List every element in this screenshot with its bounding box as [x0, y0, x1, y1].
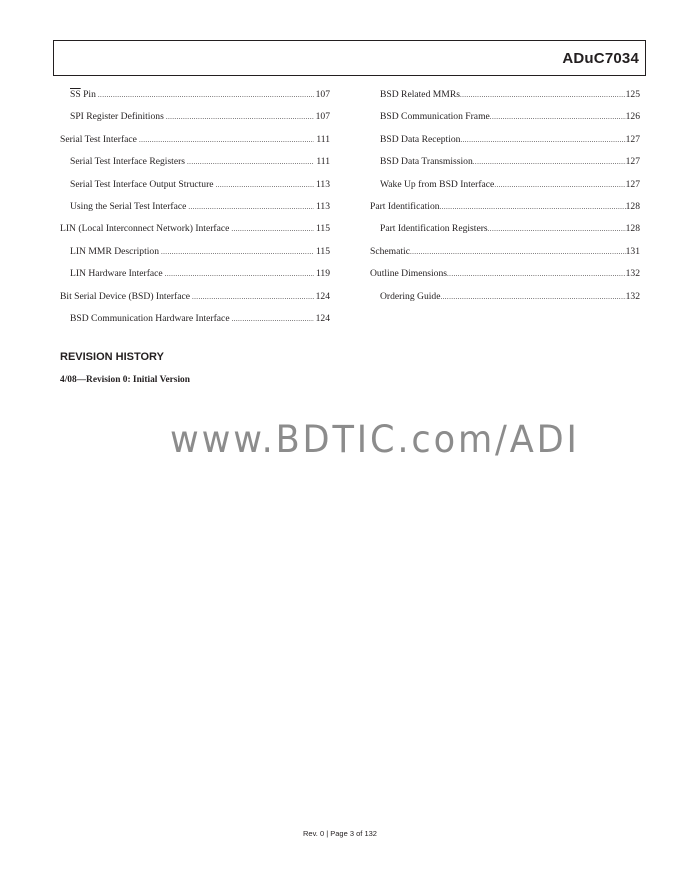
- toc-entry-page: 127: [625, 133, 640, 145]
- toc-leader-dots: [192, 286, 314, 308]
- toc-entry-page: 126: [625, 111, 640, 123]
- toc-entry-page: 113: [315, 200, 330, 212]
- toc-entry-title: Serial Test Interface Output Structure: [70, 178, 214, 190]
- toc-entry-page: 124: [315, 290, 330, 302]
- toc-leader-dots: [447, 263, 626, 285]
- toc-entry[interactable]: [370, 241, 640, 263]
- toc-entry-title: Wake Up from BSD Interface: [380, 178, 495, 190]
- toc-entry-page: 113: [315, 178, 330, 190]
- toc-leader-dots: [460, 129, 625, 151]
- toc-entry[interactable]: [60, 151, 330, 173]
- toc-entry-page: 107: [315, 89, 330, 100]
- watermark-text: www.BDTIC.com/ADI: [170, 418, 580, 461]
- toc-leader-dots: [139, 129, 314, 151]
- toc-entry[interactable]: [370, 151, 640, 173]
- toc-entry[interactable]: [370, 174, 640, 196]
- toc-leader-dots: [440, 286, 625, 308]
- toc-entry-page: 111: [316, 156, 330, 168]
- toc-entry-page: 124: [315, 312, 330, 324]
- toc-leader-dots: [440, 196, 626, 218]
- toc-entry-title: Bit Serial Device (BSD) Interface: [60, 290, 190, 302]
- toc-entry-page: 127: [625, 156, 640, 168]
- toc-entry-title: Pin: [83, 89, 96, 100]
- revision-history-heading: REVISION HISTORY: [60, 351, 164, 363]
- toc-entry-title: BSD Related MMRs: [380, 89, 460, 100]
- toc-entry[interactable]: [60, 174, 330, 196]
- toc-entry[interactable]: [370, 263, 640, 285]
- toc-entry-title: LIN MMR Description: [70, 245, 159, 257]
- toc-leader-dots: [161, 241, 314, 263]
- toc-leader-dots: [187, 151, 314, 173]
- toc-leader-dots: [98, 84, 314, 106]
- toc-entry-title: BSD Data Reception: [380, 133, 461, 145]
- toc-entry-page: 115: [315, 245, 330, 257]
- toc-entry-page: 107: [315, 111, 330, 123]
- page-footer: Rev. 0 | Page 3 of 132: [303, 829, 377, 838]
- toc-leader-dots: [232, 308, 314, 330]
- toc-entry-title: Part Identification Registers: [380, 223, 488, 235]
- toc-leader-dots: [188, 196, 314, 218]
- toc-entry[interactable]: [370, 129, 640, 151]
- product-title: ADuC7034: [562, 50, 639, 67]
- toc-entry[interactable]: [60, 106, 330, 128]
- toc-entry-title: Schematic: [370, 245, 410, 257]
- ss-overline-label: $\overline{SS}$: [70, 89, 81, 100]
- toc-entry[interactable]: [370, 106, 640, 128]
- toc-entry-page: 131: [625, 245, 640, 257]
- toc-leader-dots: [165, 263, 314, 285]
- toc-leader-dots: [490, 106, 626, 128]
- toc-right-column: [370, 84, 640, 308]
- toc-entry-page: 132: [625, 268, 640, 280]
- revision-entry: 4/08—Revision 0: Initial Version: [60, 375, 190, 385]
- toc-entry-page: 132: [625, 290, 640, 302]
- toc-leader-dots: [166, 106, 314, 128]
- toc-entry-page: 128: [625, 200, 640, 212]
- toc-leader-dots: [494, 174, 625, 196]
- toc-entry[interactable]: [370, 84, 640, 106]
- toc-entry-title: BSD Communication Frame: [380, 111, 490, 123]
- toc-left-column: [60, 84, 330, 330]
- toc-entry-title: SPI Register Definitions: [70, 111, 164, 123]
- toc-entry[interactable]: [370, 196, 640, 218]
- toc-leader-dots: [488, 218, 626, 240]
- toc-entry-page: 125: [625, 89, 640, 100]
- toc-leader-dots: [231, 218, 314, 240]
- toc-entry-page: 128: [625, 223, 640, 235]
- toc-entry-page: 119: [315, 268, 330, 280]
- toc-entry-title: BSD Communication Hardware Interface: [70, 312, 230, 324]
- toc-entry-title: Ordering Guide: [380, 290, 441, 302]
- toc-entry[interactable]: [60, 263, 330, 285]
- toc-leader-dots: [473, 151, 626, 173]
- toc-entry-page: 115: [315, 223, 330, 235]
- toc-entry[interactable]: [370, 218, 640, 240]
- toc-entry[interactable]: [60, 218, 330, 240]
- toc-entry-page: 127: [625, 178, 640, 190]
- toc-entry-title: Serial Test Interface Registers: [70, 156, 186, 168]
- toc-entry[interactable]: [60, 196, 330, 218]
- toc-entry-title: Outline Dimensions: [370, 268, 448, 280]
- toc-entry-title: BSD Data Transmission: [380, 156, 473, 168]
- toc-entry[interactable]: [370, 286, 640, 308]
- toc-entry-title: Using the Serial Test Interface: [70, 200, 187, 212]
- toc-entry-page: 111: [316, 133, 330, 145]
- toc-entry-title: LIN (Local Interconnect Network) Interface: [60, 223, 230, 235]
- toc-entry-title: Serial Test Interface: [60, 133, 137, 145]
- toc-entry-title: Part Identification: [370, 200, 440, 212]
- toc-entry-title: LIN Hardware Interface: [70, 268, 163, 280]
- page-header: [53, 40, 646, 76]
- toc-entry[interactable]: [60, 129, 330, 151]
- toc-entry[interactable]: [60, 241, 330, 263]
- toc-leader-dots: [216, 174, 314, 196]
- toc-leader-dots: [460, 84, 626, 106]
- toc-entry[interactable]: [60, 286, 330, 308]
- toc-leader-dots: [410, 241, 626, 263]
- toc-entry[interactable]: [60, 84, 330, 106]
- toc-entry[interactable]: [60, 308, 330, 330]
